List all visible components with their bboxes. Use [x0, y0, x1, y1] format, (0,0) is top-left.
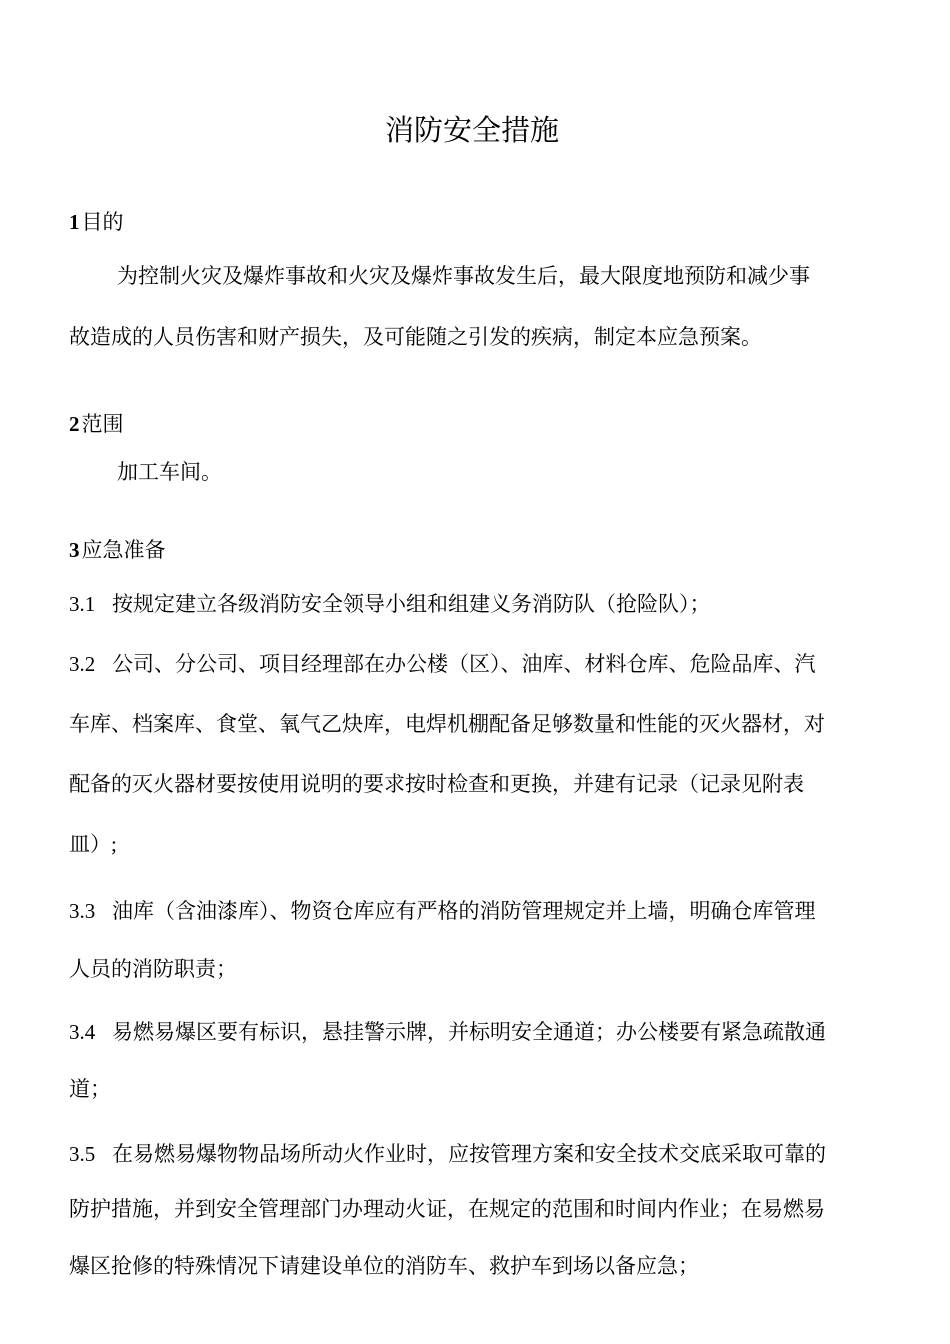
trailing-punctuation: ;: [111, 832, 117, 856]
section-title: 目的: [81, 210, 124, 234]
document-title: 消防安全措施: [385, 113, 560, 147]
item-text: 皿）: [69, 832, 111, 856]
section-title: 应急准备: [81, 538, 166, 562]
item-number: 3.3: [69, 899, 96, 923]
list-item-3-1: [69, 590, 711, 618]
item-text: 易燃易爆区要有标识，悬挂警示牌，并标明安全通道；办公楼要有紧急疏散通: [112, 1020, 826, 1044]
item-number: 3.1: [69, 592, 96, 616]
section-number: 2: [69, 412, 80, 436]
paragraph-line: 道；: [69, 1077, 111, 1101]
item-number: 3.5: [69, 1142, 96, 1166]
paragraph-line: 为控制火灾及爆炸事故和火灾及爆炸事故发生后，最大限度地预防和减少事: [117, 264, 810, 288]
section-1-heading: [69, 208, 124, 236]
section-title: 范围: [81, 412, 124, 436]
paragraph-line: 人员的消防职责；: [69, 957, 237, 981]
list-item-3-3: [69, 897, 816, 925]
section-number: 1: [69, 210, 80, 234]
paragraph-line: 故造成的人员伤害和财产损失，及可能随之引发的疾病，制定本应急预案。: [69, 325, 762, 349]
item-text: 油库（含油漆库）、物资仓库应有严格的消防管理规定并上墙，明确仓库管理: [112, 899, 816, 923]
item-text: 在易燃易爆物物品场所动火作业时，应按管理方案和安全技术交底采取可靠的: [112, 1142, 826, 1166]
list-item-3-5: [69, 1140, 826, 1168]
paragraph-line: 防护措施，并到安全管理部门办理动火证，在规定的范围和时间内作业；在易燃易: [69, 1197, 825, 1221]
item-number: 3.2: [69, 652, 96, 676]
paragraph-line: [69, 830, 117, 858]
section-number: 3: [69, 538, 80, 562]
item-text: 按规定建立各级消防安全领导小组和组建义务消防队（抢险队）；: [112, 592, 711, 616]
item-number: 3.4: [69, 1020, 96, 1044]
paragraph-line: 车库、档案库、食堂、氧气乙炔库，电焊机棚配备足够数量和性能的灭火器材，对: [69, 712, 825, 736]
section-2-heading: [69, 410, 124, 438]
paragraph-line: 加工车间。: [117, 460, 222, 484]
item-text: 公司、分公司、项目经理部在办公楼（区）、油库、材料仓库、危险品库、汽: [112, 652, 816, 676]
paragraph-line: 爆区抢修的特殊情况下请建设单位的消防车、救护车到场以备应急；: [69, 1254, 699, 1278]
list-item-3-4: [69, 1018, 826, 1046]
list-item-3-2: [69, 650, 816, 678]
section-3-heading: [69, 536, 166, 564]
paragraph-line: 配备的灭火器材要按使用说明的要求按时检查和更换，并建有记录（记录见附表: [69, 772, 804, 796]
